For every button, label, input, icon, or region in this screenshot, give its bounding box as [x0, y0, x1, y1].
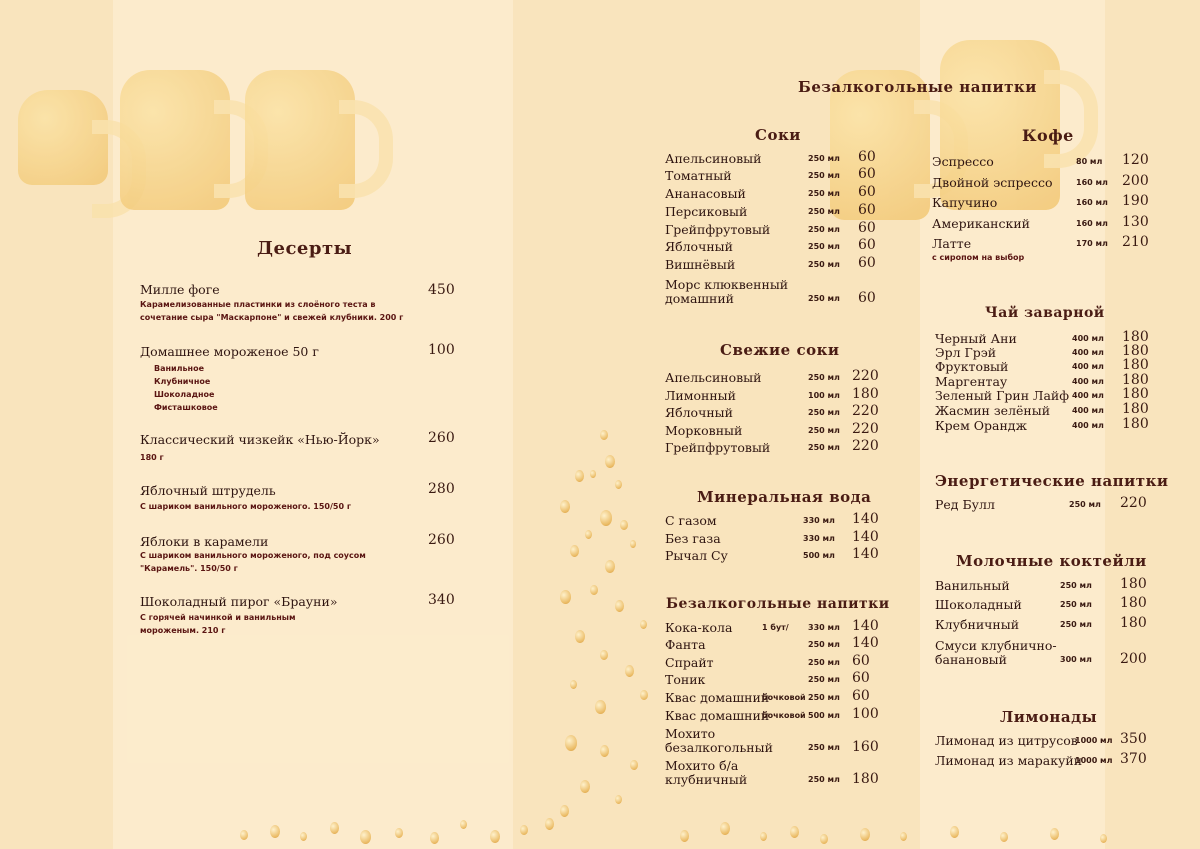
- item-price: 60: [858, 202, 876, 218]
- item-volume: 250 мл: [808, 675, 840, 684]
- item-name: Классический чизкейк «Нью-Йорк»: [140, 432, 380, 447]
- item-price: 260: [428, 532, 455, 548]
- item-price: 210: [1122, 234, 1149, 250]
- item-volume: 250 мл: [808, 426, 840, 435]
- item-volume: 250 мл: [1060, 600, 1092, 609]
- bubble-icon: [760, 832, 767, 841]
- item-price: 60: [858, 237, 876, 253]
- item-name: Американский: [932, 216, 1030, 231]
- item-volume: 1000 мл: [1075, 756, 1113, 765]
- item-volume: 250 мл: [808, 443, 840, 452]
- bubble-icon: [615, 480, 622, 489]
- item-desc: 180 г: [140, 453, 164, 462]
- bubble-icon: [330, 822, 339, 834]
- milk-title: Молочные коктейли: [956, 552, 1147, 570]
- item-name: Фанта: [665, 637, 706, 652]
- bubble-icon: [545, 818, 554, 830]
- item-price: 180: [1120, 576, 1147, 592]
- item-name: Тоник: [665, 672, 706, 687]
- item-volume: 250 мл: [808, 640, 840, 649]
- item-desc: С горячей начинкой и ванильным мороженым. 210 г: [140, 613, 296, 635]
- item-name: Милле фоге: [140, 282, 220, 297]
- bubble-icon: [575, 630, 585, 643]
- item-volume: 400 мл: [1072, 362, 1104, 371]
- bubble-icon: [640, 690, 648, 700]
- item-extra: бочковой: [762, 711, 806, 720]
- item-sub: Шоколадное: [154, 390, 215, 399]
- item-name: Кока-кола: [665, 620, 733, 635]
- coffee-note: с сиропом на выбор: [932, 253, 1025, 262]
- item-sub: Ванильное: [154, 364, 204, 373]
- item-volume: 170 мл: [1076, 239, 1108, 248]
- bubble-icon: [790, 826, 799, 838]
- item-price: 220: [852, 403, 879, 419]
- bubble-icon: [595, 700, 606, 714]
- item-price: 260: [428, 430, 455, 446]
- bubble-icon: [590, 470, 596, 478]
- item-name: Эспрессо: [932, 154, 994, 169]
- bubble-icon: [590, 585, 598, 595]
- item-sub: Фисташковое: [154, 403, 218, 412]
- item-volume: 250 мл: [808, 225, 840, 234]
- item-name: Черный Ани: [935, 331, 1017, 346]
- item-price: 180: [1122, 386, 1149, 402]
- item-price: 60: [858, 290, 876, 306]
- item-name: Капучино: [932, 195, 998, 210]
- bubble-icon: [570, 680, 577, 689]
- item-extra: бочковой: [762, 693, 806, 702]
- item-price: 220: [852, 368, 879, 384]
- item-volume: 250 мл: [808, 189, 840, 198]
- item-name: Без газа: [665, 531, 721, 546]
- item-name: Двойной эспрессо: [932, 175, 1053, 190]
- item-name: Смуси клубнично-банановый: [935, 638, 1057, 667]
- item-volume: 250 мл: [1060, 620, 1092, 629]
- coffee-title: Кофе: [1022, 126, 1074, 145]
- item-sub: Клубничное: [154, 377, 211, 386]
- item-price: 60: [852, 670, 870, 686]
- item-name: Латте: [932, 236, 972, 251]
- bubble-icon: [270, 825, 280, 838]
- bubble-icon: [620, 520, 628, 530]
- item-name: Домашнее мороженое 50 г: [140, 344, 319, 359]
- item-name: Фруктовый: [935, 359, 1009, 374]
- item-price: 180: [852, 771, 879, 787]
- item-name: Яблочный штрудель: [140, 483, 276, 498]
- item-name: Спрайт: [665, 655, 714, 670]
- item-name: Мохито б/а клубничный: [665, 758, 748, 787]
- bubble-icon: [490, 830, 500, 843]
- desserts-title: Десерты: [257, 238, 353, 259]
- item-price: 100: [852, 706, 879, 722]
- bubble-icon: [860, 828, 870, 841]
- item-price: 220: [1120, 495, 1147, 511]
- bubble-icon: [600, 430, 608, 440]
- item-name: Яблоки в карамели: [140, 534, 269, 549]
- item-desc: Карамелизованные пластинки из слоёного теста в сочетание сыра "Маскарпоне" и свежей клубники. 200 г: [140, 300, 404, 322]
- menu-item: [140, 594, 337, 609]
- bubble-icon: [460, 820, 467, 829]
- bubble-icon: [600, 745, 609, 757]
- item-volume: 250 мл: [808, 154, 840, 163]
- item-name: Зеленый Грин Лайф: [935, 388, 1070, 403]
- item-name: Апельсиновый: [665, 151, 762, 166]
- beer-mug-icon: [120, 70, 230, 210]
- item-volume: 250 мл: [808, 294, 840, 303]
- item-price: 60: [852, 653, 870, 669]
- item-volume: 100 мл: [808, 391, 840, 400]
- item-price: 220: [852, 438, 879, 454]
- item-price: 200: [1120, 651, 1147, 667]
- item-volume: 160 мл: [1076, 219, 1108, 228]
- item-volume: 250 мл: [1060, 581, 1092, 590]
- bubble-icon: [1100, 834, 1107, 843]
- bubble-icon: [605, 560, 615, 573]
- item-name: Ванильный: [935, 578, 1010, 593]
- bubble-icon: [640, 620, 647, 629]
- item-price: 140: [852, 529, 879, 545]
- item-name: Апельсиновый: [665, 370, 762, 385]
- item-price: 180: [1122, 401, 1149, 417]
- item-price: 180: [1120, 595, 1147, 611]
- beer-mug-icon: [245, 70, 355, 210]
- bubble-icon: [430, 832, 439, 844]
- bubble-icon: [630, 760, 638, 770]
- item-volume: 160 мл: [1076, 198, 1108, 207]
- item-name: Маргентау: [935, 374, 1008, 389]
- item-name: Квас домашний: [665, 690, 770, 705]
- softdrinks-title: Безалкогольные напитки: [666, 596, 890, 612]
- bubble-icon: [560, 500, 570, 513]
- bubble-icon: [600, 510, 612, 526]
- bubble-icon: [605, 455, 615, 468]
- item-name: Томатный: [665, 168, 732, 183]
- item-name: Шоколадный пирог «Брауни»: [140, 594, 338, 609]
- item-volume: 330 мл: [803, 516, 835, 525]
- item-name: Шоколадный: [935, 597, 1022, 612]
- bubble-icon: [585, 530, 592, 539]
- item-name: Эрл Грэй: [935, 345, 997, 360]
- item-price: 370: [1120, 751, 1147, 767]
- item-name: Рычал Су: [665, 548, 728, 563]
- item-volume: 250 мл: [808, 408, 840, 417]
- item-price: 160: [852, 739, 879, 755]
- item-price: 60: [858, 220, 876, 236]
- item-volume: 250 мл: [808, 775, 840, 784]
- bubble-icon: [615, 600, 624, 612]
- item-name: Морс клюквенный домашний: [665, 277, 789, 306]
- item-price: 140: [852, 511, 879, 527]
- item-name: Мохито безалкогольный: [665, 726, 773, 755]
- item-volume: 400 мл: [1072, 406, 1104, 415]
- item-volume: 330 мл: [803, 534, 835, 543]
- bubble-icon: [560, 805, 569, 817]
- item-price: 100: [428, 342, 455, 358]
- bubble-icon: [820, 834, 828, 844]
- item-name: Яблочный: [665, 239, 733, 254]
- bubble-icon: [625, 665, 634, 677]
- item-volume: 330 мл: [808, 623, 840, 632]
- item-name: Яблочный: [665, 405, 733, 420]
- item-price: 60: [858, 149, 876, 165]
- item-name: Грейпфрутовый: [665, 440, 771, 455]
- item-volume: 250 мл: [808, 658, 840, 667]
- bubble-icon: [680, 830, 689, 842]
- item-volume: 400 мл: [1072, 421, 1104, 430]
- bubble-icon: [615, 795, 622, 804]
- item-price: 450: [428, 282, 455, 298]
- bubble-icon: [720, 822, 730, 835]
- item-volume: 400 мл: [1072, 348, 1104, 357]
- item-price: 60: [852, 688, 870, 704]
- item-volume: 400 мл: [1072, 377, 1104, 386]
- item-name: Лимонад из цитрусов: [935, 733, 1078, 748]
- juices-title: Соки: [755, 126, 801, 144]
- item-volume: 250 мл: [808, 373, 840, 382]
- bubble-icon: [520, 825, 528, 835]
- item-price: 180: [852, 386, 879, 402]
- bubble-icon: [575, 470, 584, 482]
- item-name: Крем Орандж: [935, 418, 1027, 433]
- item-volume: 1000 мл: [1075, 736, 1113, 745]
- item-name: Ред Булл: [935, 497, 995, 512]
- energy-title: Энергетические напитки: [935, 472, 1169, 490]
- item-price: 180: [1122, 343, 1149, 359]
- item-name: Клубничный: [935, 617, 1020, 632]
- item-volume: 250 мл: [1069, 500, 1101, 509]
- item-price: 60: [858, 184, 876, 200]
- lemonade-title: Лимонады: [1000, 708, 1098, 726]
- page-title: Безалкогольные напитки: [798, 78, 1037, 96]
- item-desc: С шариком ванильного мороженого, под соусом "Карамель". 150/50 г: [140, 551, 366, 573]
- water-title: Минеральная вода: [697, 488, 872, 506]
- item-price: 280: [428, 481, 455, 497]
- bubble-icon: [630, 540, 636, 548]
- item-name: Квас домашний: [665, 708, 770, 723]
- item-name: Лимонад из маракуйи: [935, 753, 1083, 768]
- item-name: Персиковый: [665, 204, 748, 219]
- menu-item: [140, 534, 268, 549]
- bubble-icon: [565, 735, 577, 751]
- item-name: Вишнёвый: [665, 257, 736, 272]
- bubble-icon: [560, 590, 571, 604]
- item-name: Лимонный: [665, 388, 736, 403]
- item-volume: 300 мл: [1060, 655, 1092, 664]
- item-price: 120: [1122, 152, 1149, 168]
- item-volume: 160 мл: [1076, 178, 1108, 187]
- item-volume: 250 мл: [808, 242, 840, 251]
- item-price: 190: [1122, 193, 1149, 209]
- item-price: 350: [1120, 731, 1147, 747]
- menu-item: [140, 432, 380, 447]
- menu-item: [140, 483, 276, 498]
- item-price: 180: [1122, 329, 1149, 345]
- item-price: 180: [1122, 372, 1149, 388]
- item-name: Морковный: [665, 423, 743, 438]
- bubble-icon: [570, 545, 579, 557]
- item-volume: 500 мл: [808, 711, 840, 720]
- item-volume: 250 мл: [808, 693, 840, 702]
- menu-item: [140, 282, 220, 297]
- item-price: 140: [852, 618, 879, 634]
- item-volume: 250 мл: [808, 743, 840, 752]
- item-price: 220: [852, 421, 879, 437]
- tea-title: Чай заварной: [985, 305, 1105, 321]
- item-volume: 400 мл: [1072, 391, 1104, 400]
- bubble-icon: [950, 826, 959, 838]
- beer-mug-icon: [18, 90, 108, 185]
- item-price: 140: [852, 546, 879, 562]
- item-volume: 80 мл: [1076, 157, 1103, 166]
- item-price: 180: [1122, 416, 1149, 432]
- item-price: 200: [1122, 173, 1149, 189]
- item-volume: 400 мл: [1072, 334, 1104, 343]
- item-name: С газом: [665, 513, 717, 528]
- item-name: Грейпфрутовый: [665, 222, 771, 237]
- item-price: 60: [858, 255, 876, 271]
- item-name: Жасмин зелёный: [935, 403, 1051, 418]
- item-price: 60: [858, 166, 876, 182]
- bubble-icon: [900, 832, 907, 841]
- item-volume: 500 мл: [803, 551, 835, 560]
- item-price: 340: [428, 592, 455, 608]
- bubble-icon: [580, 780, 590, 793]
- item-extra: 1 бут/: [762, 623, 789, 632]
- item-price: 140: [852, 635, 879, 651]
- bubble-icon: [300, 832, 307, 841]
- item-price: 130: [1122, 214, 1149, 230]
- item-volume: 250 мл: [808, 207, 840, 216]
- item-desc: С шариком ванильного мороженого. 150/50 г: [140, 502, 352, 511]
- item-volume: 250 мл: [808, 171, 840, 180]
- bubble-icon: [600, 650, 608, 660]
- menu-item: [140, 344, 319, 359]
- item-volume: 250 мл: [808, 260, 840, 269]
- bubble-icon: [1050, 828, 1059, 840]
- item-price: 180: [1122, 357, 1149, 373]
- item-name: Ананасовый: [665, 186, 746, 201]
- fresh-title: Свежие соки: [720, 341, 840, 359]
- item-price: 180: [1120, 615, 1147, 631]
